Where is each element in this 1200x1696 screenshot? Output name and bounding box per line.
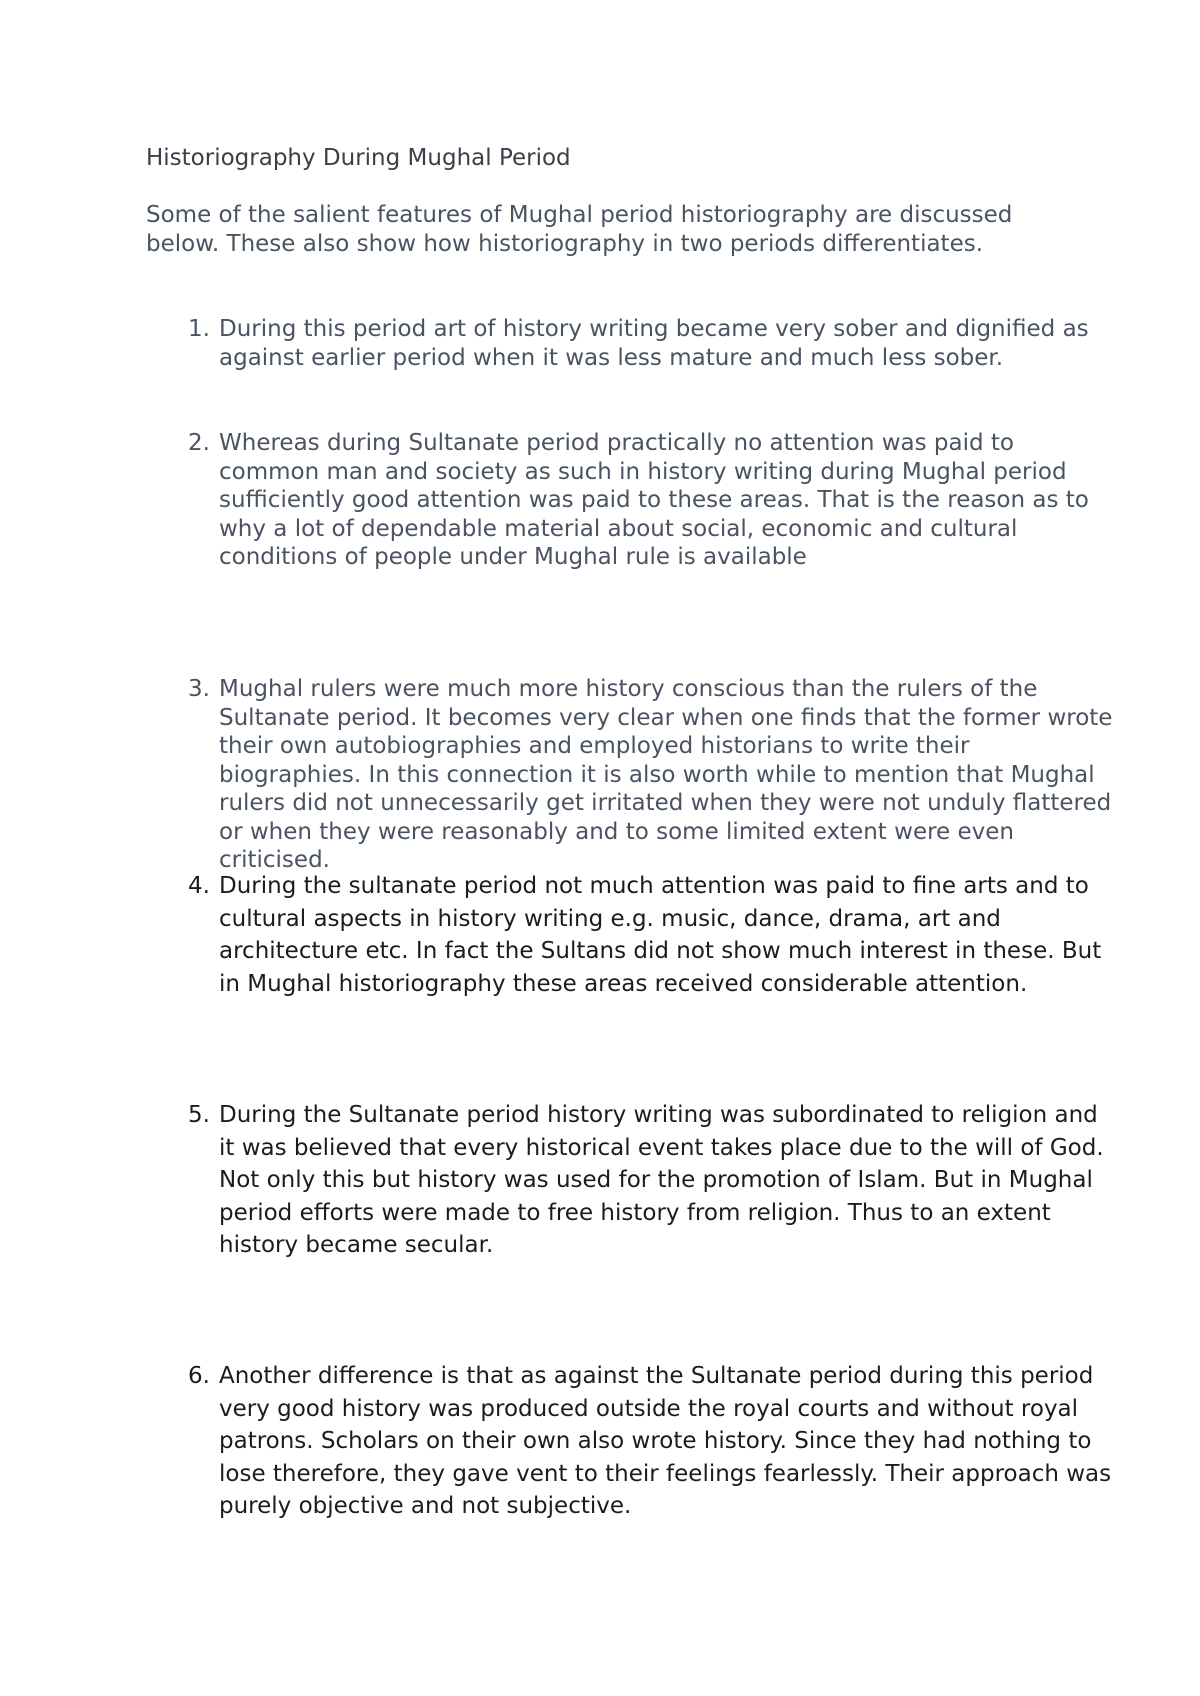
list-item-text: During the sultanate period not much attention was paid to fine arts and to cultural aspects in history writing e.g. music, dance, drama, art and architecture etc. In fact the Sultans did not show much interest in these. But in Mughal historiography these areas received considerable attention. [219,873,1102,997]
list-item-text: During the Sultanate period history writing was subordinated to religion and it was believed that every historical event takes place due to the will of God. Not only this but history was used for the promotion of Islam. But in Mughal period efforts were made to free history from religion. Thus to an extent history became secular. [219,1102,1104,1258]
document-title: Historiography During Mughal Period [146,145,571,171]
list-item-number: 1. [188,316,210,342]
list-item-number: 6. [188,1363,210,1389]
list-item-number: 4. [188,873,210,899]
list-item-number: 2. [188,430,210,456]
list-item-number: 5. [188,1102,210,1128]
list-item-text: During this period art of history writing became very sober and dignified as against earlier period when it was less mature and much less sober. [219,316,1089,371]
list-item-text: Another difference is that as against the Sultanate period during this period very good history was produced outside the royal courts and without royal patrons. Scholars on their own also wrote history. Since they had nothing to lose therefore, they gave vent to their feelings fearlessly. Their approach was purely objective and not subjective. [219,1363,1112,1519]
intro-paragraph: Some of the salient features of Mughal period historiography are discussed below. These also show how historiography in two periods differentiates. [146,202,1013,257]
list-item-text: Whereas during Sultanate period practically no attention was paid to common man and society as such in history writing during Mughal period sufficiently good attention was paid to these areas. That is the reason as to why a lot of dependable material about social, economic and cultural conditions of people under Mughal rule is available [219,430,1089,570]
list-item-number: 3. [188,676,210,702]
list-item-text: Mughal rulers were much more history conscious than the rulers of the Sultanate period. It becomes very clear when one finds that the former wrote their own autobiographies and employed historians to write their biographies. In this connection it is also worth while to mention that Mughal rulers did not unnecessarily get irritated when they were not unduly flattered or when they were reasonably and to some limited extent were even criticised. [219,676,1113,873]
